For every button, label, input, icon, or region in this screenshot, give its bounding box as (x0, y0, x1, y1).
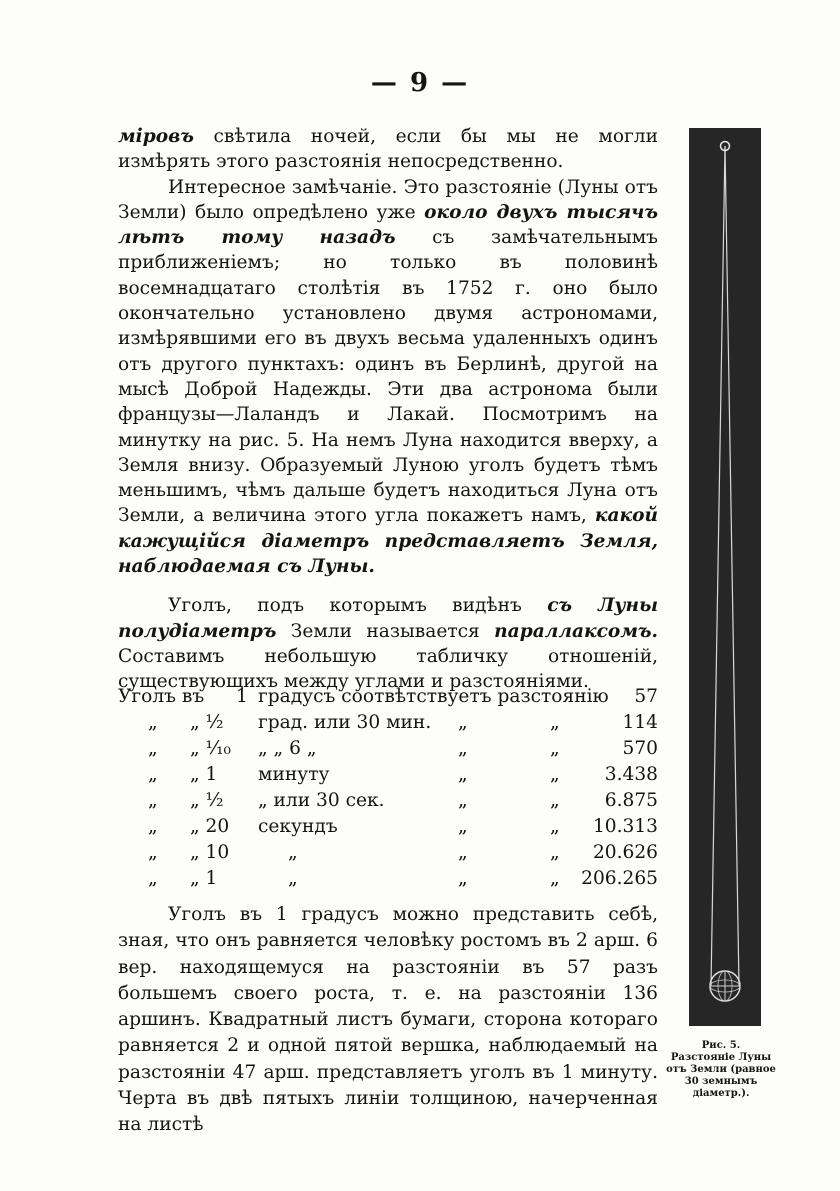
row-amount: „ 20 (190, 816, 230, 837)
paragraph-4: Уголъ въ 1 градусъ можно представить себѣ, зная, что онъ равняется человѣку ростомъ въ 2 арш. 6 вер. находящемуся на разстояніи въ 57 разъ большемъ своего роста, т. е. на разстояніи 136 аршинъ. Квадратный листъ бумаги, сторона котораго равняется 2 и одной пятой вершка, наблюдаемый на разстояніи 47 арш. представляетъ уголъ въ 1 минуту. Черта въ двѣ пятыхъ линіи толщиною, начерченная на листѣ (118, 904, 658, 1136)
row-ditto-1: „ (458, 790, 468, 811)
table-row (118, 788, 658, 814)
row-ditto-2: „ (550, 816, 560, 837)
table-row (118, 710, 658, 736)
angle-distance-table (118, 684, 658, 892)
p1-italic: мiровъ (118, 126, 194, 147)
row-distance: 3.438 (604, 764, 658, 785)
p3-text-a: Уголъ, подъ которымъ видѣнъ (168, 595, 548, 617)
row-ditto-1: „ (458, 712, 468, 733)
figure-caption-text: Разстояніе Луны отъ Земли (равное 30 земнымъ діаметр.). (666, 1052, 776, 1099)
row-unit: секундъ (258, 816, 338, 837)
p2-text-a: Интересное замѣчаніе. Это разстояніе (Луны отъ Земли) было опредѣлено уже (118, 176, 658, 223)
row-distance: 20.626 (592, 842, 658, 863)
p3-italic-d: параллаксомъ. (494, 620, 658, 642)
right-sight-line (725, 146, 739, 986)
row-ditto-1: „ (458, 868, 468, 889)
table-row (118, 736, 658, 762)
table-row (118, 866, 658, 892)
row-label: „ (148, 712, 158, 733)
row-label: „ (148, 764, 158, 785)
row-unit: „ (288, 842, 298, 863)
row-amount: „ 1 (190, 868, 218, 889)
moon-earth-figure (689, 128, 761, 1026)
row-ditto-2: „ (550, 790, 560, 811)
row-distance: 206.265 (581, 868, 658, 889)
row-ditto-1: „ (458, 842, 468, 863)
row-label: „ (148, 790, 158, 811)
parallax-diagram (689, 128, 761, 1026)
row-distance: 57 (634, 686, 658, 707)
p2-italic-b: около двухъ тысячъ лѣтъ тому назадъ (118, 201, 658, 249)
row-ditto-2: „ (550, 842, 560, 863)
table-row (118, 762, 658, 788)
row-ditto-1: „ (458, 764, 468, 785)
table-row (118, 684, 658, 710)
row-ditto-2: „ (550, 712, 560, 733)
p2-text-c: съ замѣчательнымъ приближеніемъ; но только въ половинѣ восемнадцатаго столѣтія въ 1752 г. оно было окончательно установлено двумя астрономами, измѣрявшими его въ двухъ весьма удаленныхъ одинъ отъ другого пунктахъ: одинъ въ Берлинѣ, другой на мысѣ Доброй Надежды. Эти два астронома были французы—Лаландъ и Лакай. Посмотримъ на минутку на рис. 5. На немъ Луна находится вверху, а Земля внизу. Образуемый Луною уголъ будетъ тѣмъ меньшимъ, чѣмъ дальше будетъ находиться Луна отъ Земли, а величина этого угла покажетъ намъ, (118, 227, 658, 527)
row-ditto-1: „ (458, 816, 468, 837)
row-distance: 10.313 (592, 816, 658, 837)
figure-number: Рис. 5. (701, 1040, 741, 1051)
p2-italic-d: какой кажущійся діаметръ представляетъ Земля, наблюдаемая съ Луны. (118, 505, 658, 578)
paragraph-3 (118, 593, 658, 694)
p3-text-c: Земли называется (276, 620, 495, 642)
row-label: „ (148, 842, 158, 863)
paragraph-1 (118, 124, 658, 175)
row-amount: „ 1 (190, 764, 218, 785)
row-amount: „ ½ (190, 712, 224, 733)
row-unit: градусъ соотвѣтствуетъ разстоянію (258, 686, 609, 707)
row-label: „ (148, 868, 158, 889)
page-number: — 9 — (370, 68, 470, 98)
table-row (118, 814, 658, 840)
row-unit: „ или 30 сек. (258, 790, 385, 811)
figure-caption (662, 1040, 780, 1100)
row-unit: „ „ 6 „ (258, 738, 317, 759)
row-distance: 570 (622, 738, 658, 759)
row-unit: „ (288, 868, 298, 889)
row-distance: 114 (622, 712, 658, 733)
row-ditto-2: „ (550, 868, 560, 889)
p1-text: свѣтила ночей, если бы мы не могли измѣрять этого разстоянія непосредственно. (118, 126, 658, 173)
left-sight-line (711, 146, 725, 986)
row-label: „ (148, 816, 158, 837)
p3-text-e: Составимъ небольшую табличку отношеній, существующихъ между углами и разстояніями. (118, 645, 658, 693)
paragraph-2 (118, 175, 658, 580)
row-unit: град. или 30 мин. (258, 712, 432, 733)
row-unit: минуту (258, 764, 330, 785)
row-label: „ (148, 738, 158, 759)
row-amount: „ 10 (190, 842, 230, 863)
row-ditto-1: „ (458, 738, 468, 759)
row-distance: 6.875 (604, 790, 658, 811)
row-amount: „ ½ (190, 790, 224, 811)
row-ditto-2: „ (550, 738, 560, 759)
main-text (118, 124, 658, 695)
row-label: Уголъ въ (118, 686, 205, 707)
table-row (118, 840, 658, 866)
row-amount: „ ¹⁄₁₀ (190, 738, 232, 759)
closing-text (118, 902, 658, 1139)
row-amount: 1 (236, 686, 248, 707)
row-ditto-2: „ (550, 764, 560, 785)
p3-italic-b: съ Луны полудіаметръ (118, 595, 659, 642)
